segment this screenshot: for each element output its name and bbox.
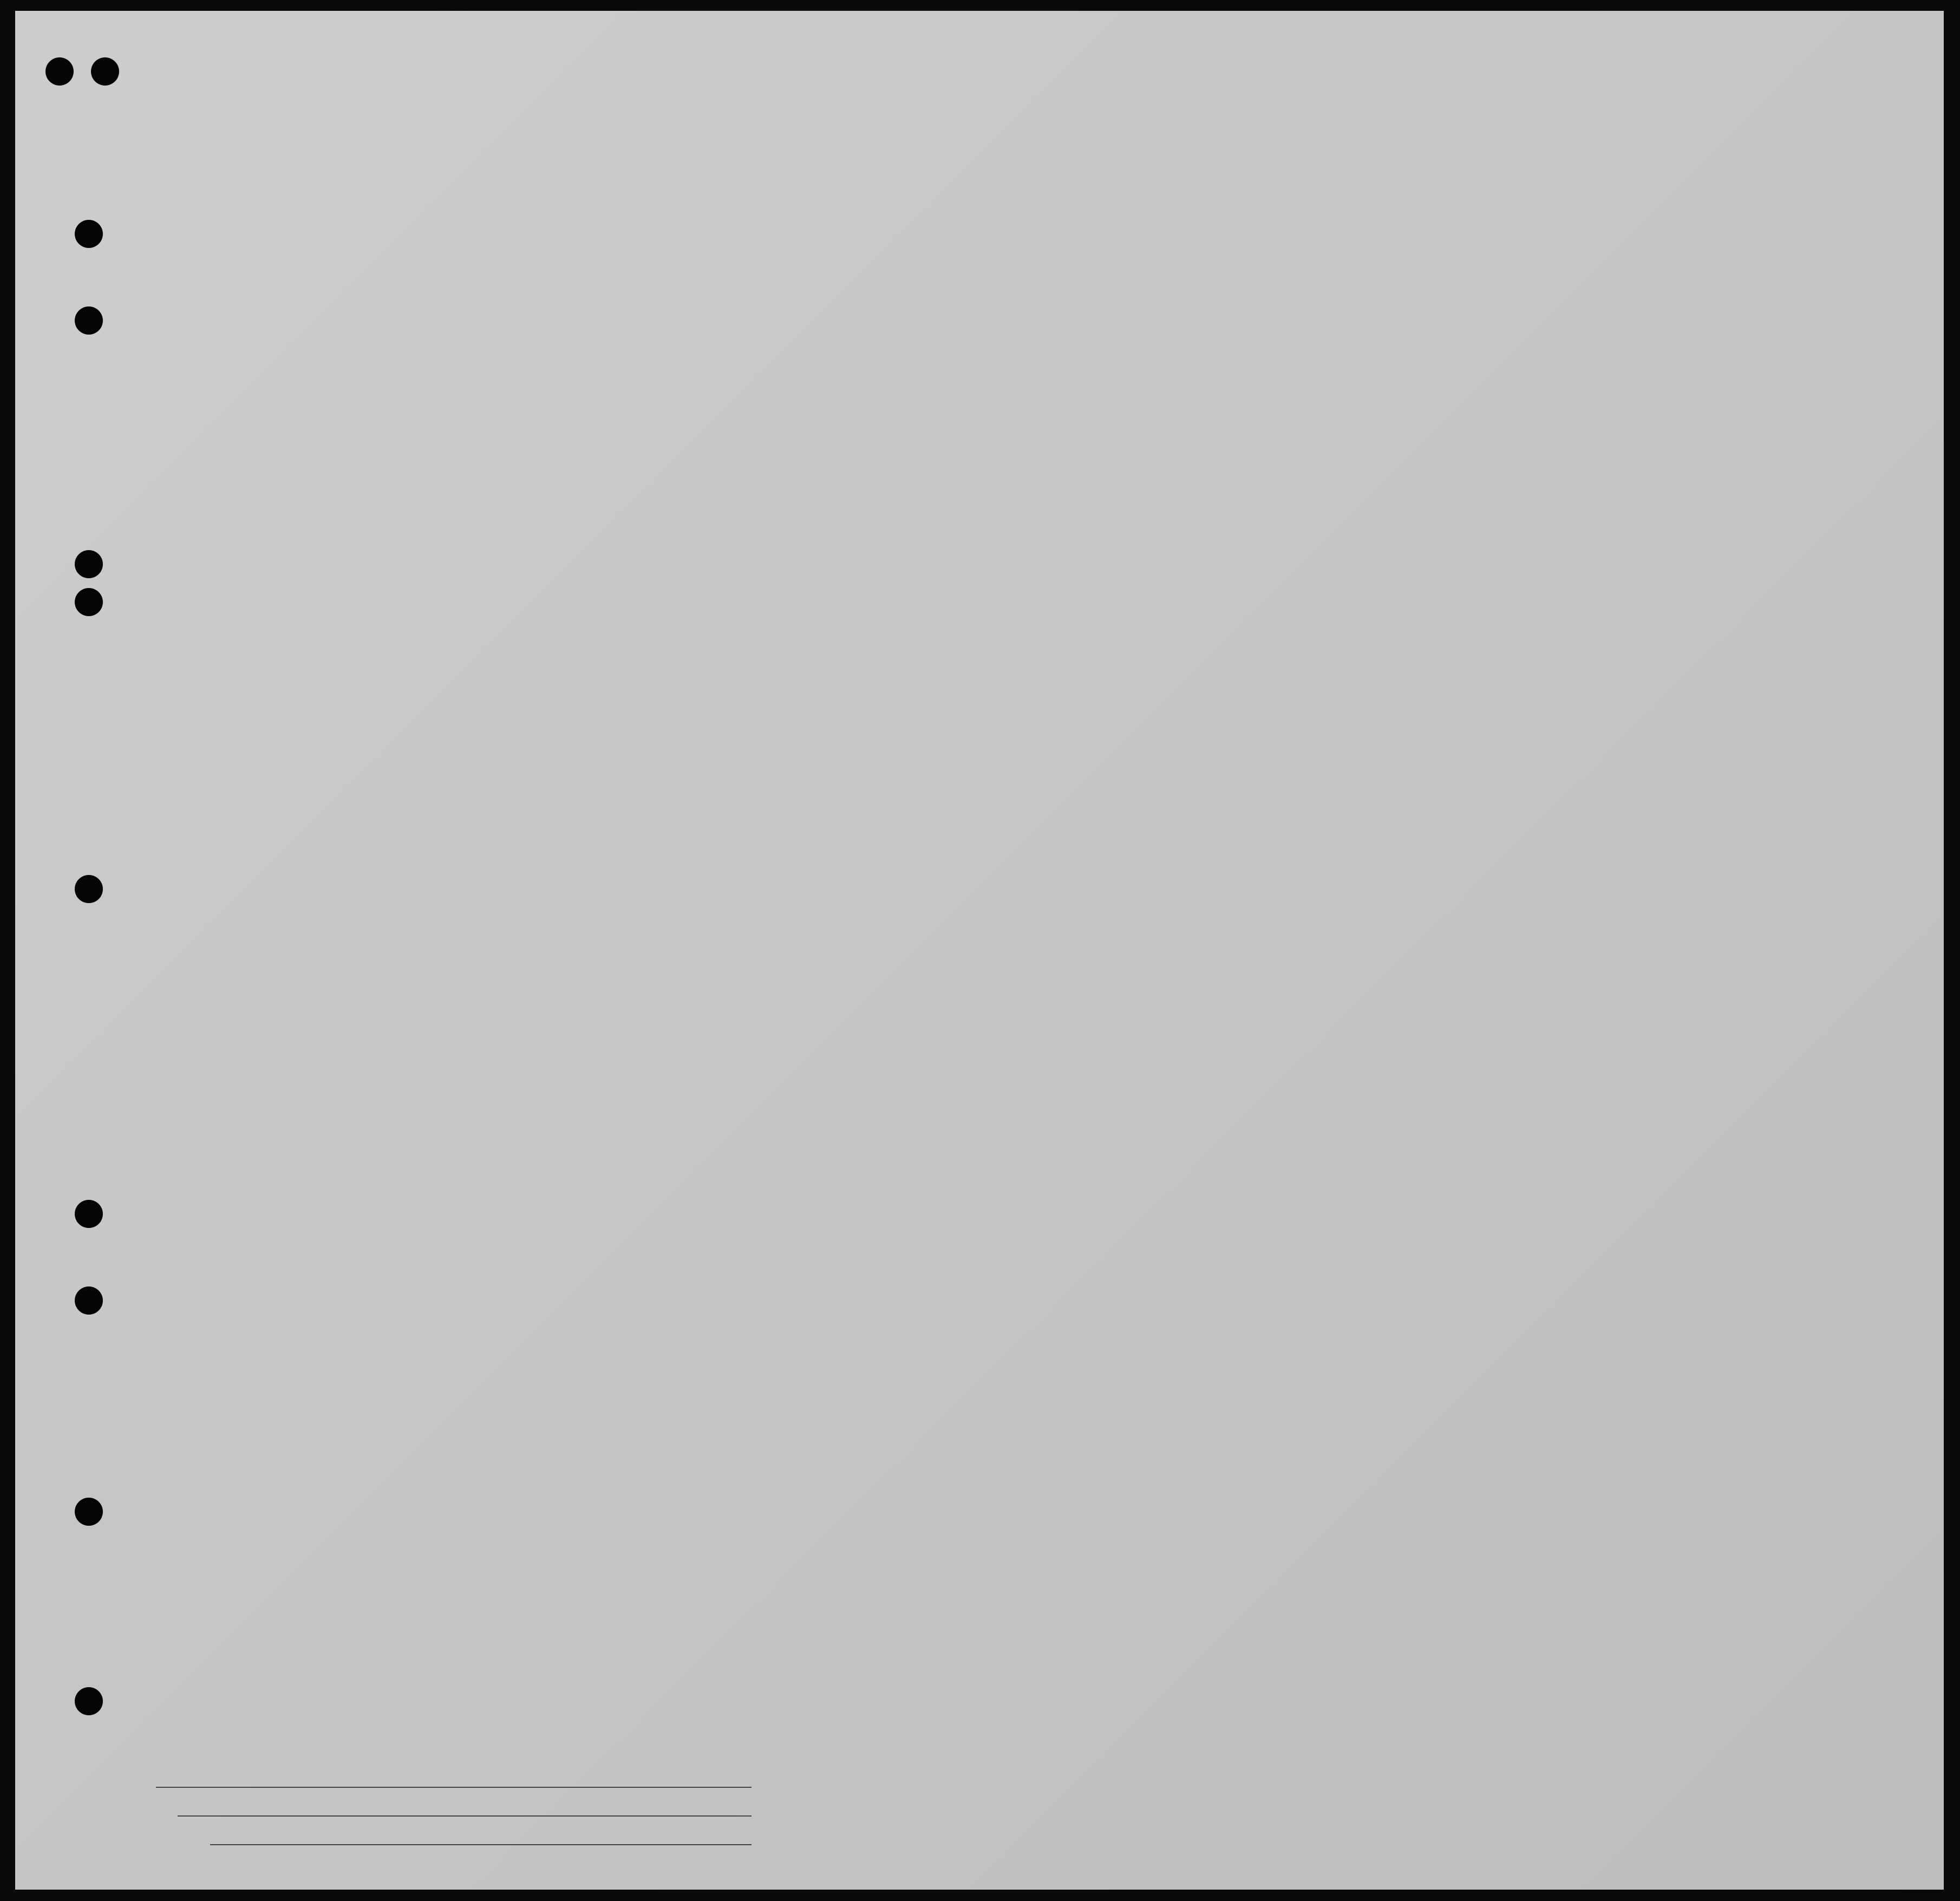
punch-hole — [75, 1200, 103, 1228]
punch-hole — [75, 1286, 103, 1315]
punch-hole — [75, 1687, 103, 1715]
punch-hole — [75, 588, 103, 616]
manifest-sheet — [15, 11, 1944, 1890]
punch-hole — [75, 1498, 103, 1526]
line-rule — [156, 1787, 752, 1788]
punch-hole — [75, 875, 103, 903]
vessel-line — [215, 250, 1840, 283]
punch-hole — [91, 57, 119, 86]
punch-hole — [75, 550, 103, 578]
punch-hole — [75, 306, 103, 335]
local-agents-rule — [210, 1844, 752, 1845]
punch-hole — [75, 220, 103, 248]
owners-rule — [178, 1815, 752, 1817]
punch-hole — [45, 57, 74, 86]
